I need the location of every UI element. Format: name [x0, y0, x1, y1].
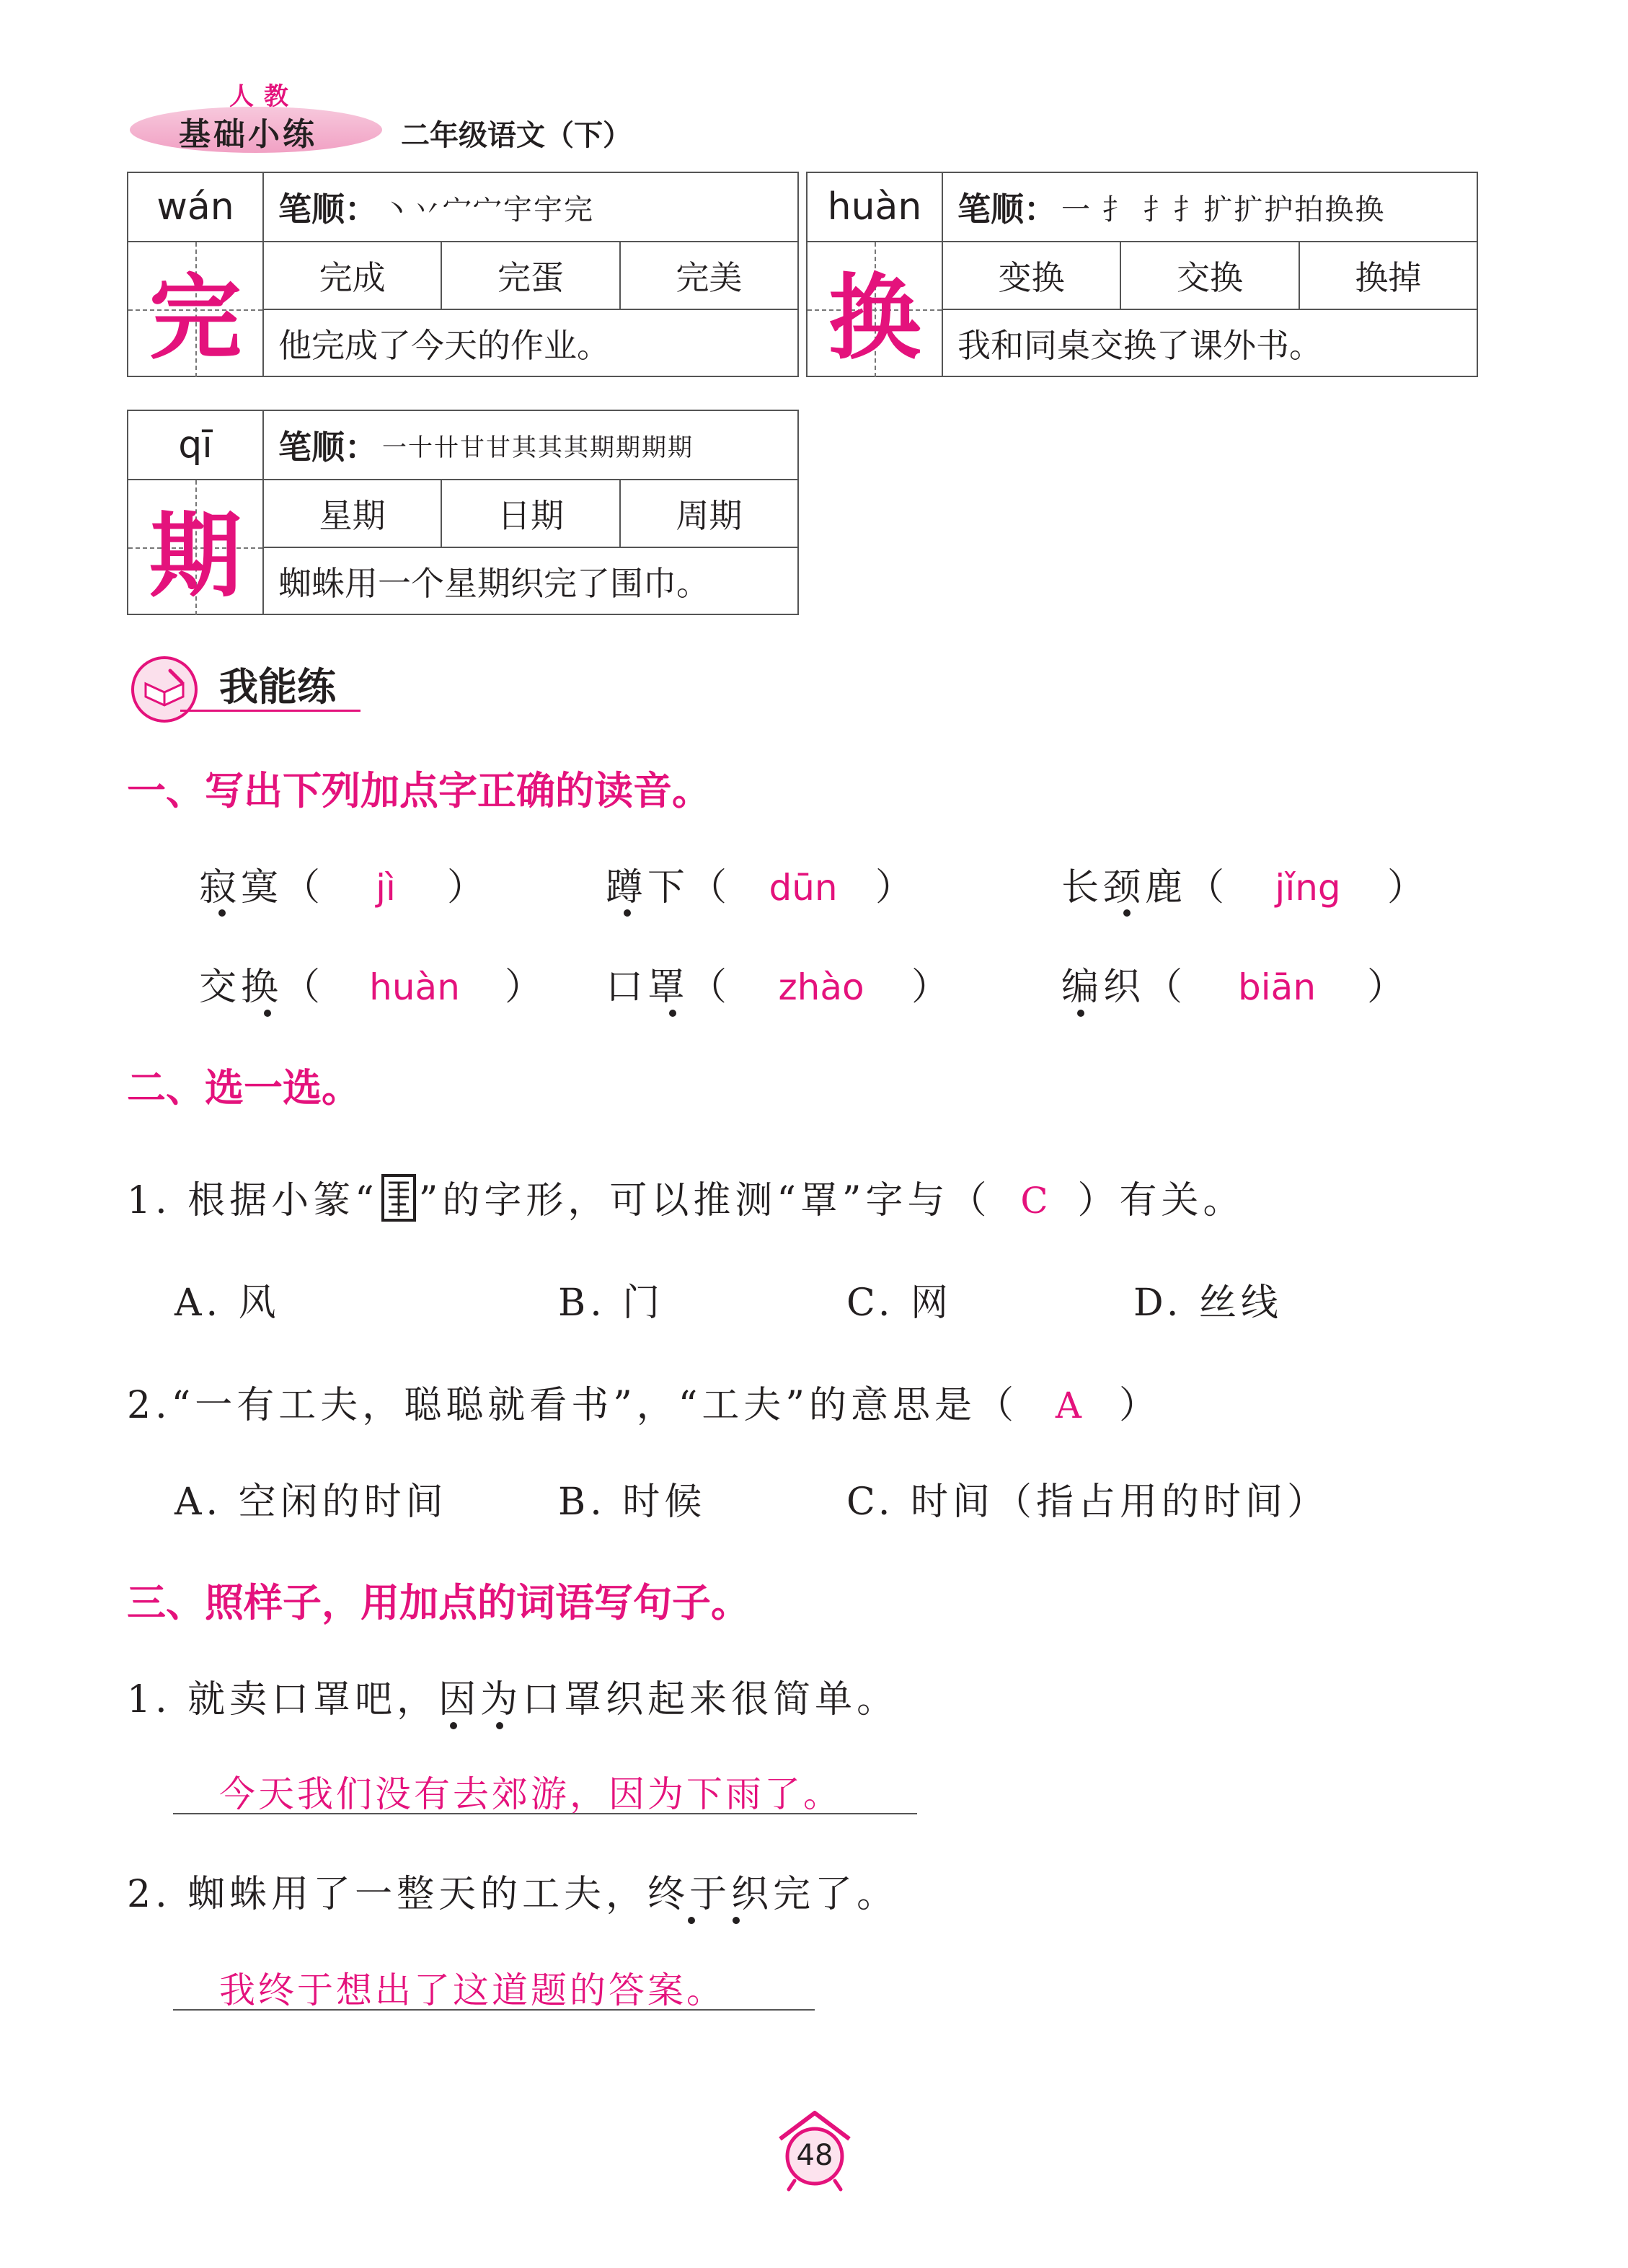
stroke-sequence: 一 扌 扌扌扩扩护拍换换 — [1061, 193, 1386, 226]
pinyin-cell: wán — [128, 173, 264, 242]
question-text: ”的字形，可以推测“罩”字与（ — [418, 1179, 991, 1222]
emphasis-dot — [218, 909, 226, 917]
emphasis-dot — [450, 1722, 457, 1729]
word-cell: 完美 — [676, 258, 743, 297]
emphasis-dot — [624, 909, 631, 917]
emphasis-dot — [688, 1917, 695, 1924]
section1-title: 一、写出下列加点字正确的读音。 — [127, 768, 711, 813]
question-text: ） — [1118, 1384, 1161, 1427]
word-row — [264, 242, 797, 310]
pinyin-item: 编织（ biān ） — [1061, 966, 1410, 1009]
word-cell: 变换 — [943, 242, 1121, 309]
item-answer: zhào — [778, 966, 864, 1008]
item-word: 口罩 — [606, 966, 690, 1009]
word-cell: 换掉 — [1355, 258, 1422, 297]
practice-title: 我能练 — [219, 664, 336, 710]
pinyin-item: 交换（ huàn ） — [199, 966, 547, 1009]
emphasis-dot — [1077, 1010, 1084, 1017]
item-answer: dūn — [769, 867, 838, 909]
char-grid-cell — [808, 242, 943, 377]
option-item: D. 丝线 — [1133, 1281, 1283, 1325]
option-item: A. 风 — [174, 1281, 280, 1325]
question-2-2 — [127, 1375, 1161, 1429]
example-sentence: 蜘蛛用一个星期织完了围巾。 — [278, 563, 709, 603]
answer-sentence-2: 我终于想出了这道题的答案。 — [219, 1969, 725, 2011]
big-character: 换 — [828, 263, 921, 372]
item-word: 寂寞 — [199, 866, 283, 909]
stroke-order-row — [943, 173, 1477, 242]
stroke-order-row — [264, 173, 797, 242]
pinyin-cell: qī — [128, 411, 264, 480]
pinyin-item: 口罩（ zhào ） — [606, 966, 954, 1009]
word-row — [264, 480, 797, 548]
pinyin-cell: huàn — [808, 173, 943, 242]
emphasis-dot — [264, 1010, 271, 1017]
word-row — [943, 242, 1477, 310]
char-card-wan — [127, 172, 799, 377]
practice-title-underline — [180, 710, 360, 712]
word-cell: 日期 — [442, 480, 620, 547]
pinyin-item: 寂寞（ jì ） — [199, 866, 490, 909]
char-grid-cell — [128, 480, 264, 615]
word-cell: 交换 — [1121, 242, 1299, 309]
example-sentence-2: 2. 蜘蛛用了一整天的工夫，终于织完了。 — [127, 1873, 899, 1916]
item-word: 交换 — [199, 966, 283, 1009]
section3-title: 三、照样子，用加点的词语写句子。 — [127, 1580, 750, 1625]
option-item: B. 时候 — [558, 1481, 707, 1524]
item-word: 长颈鹿 — [1061, 866, 1187, 909]
emphasis-dot — [1123, 909, 1131, 917]
question-text: 1. 根据小篆“ — [127, 1179, 379, 1222]
answer-line — [173, 1813, 917, 1814]
example-sentence: 我和同桌交换了课外书。 — [957, 325, 1322, 365]
page-number: 48 — [796, 2139, 833, 2172]
stroke-label: 笔顺： — [278, 428, 378, 467]
stroke-label: 笔顺： — [278, 190, 378, 229]
item-answer: jǐng — [1275, 867, 1341, 909]
grade-subject-label: 二年级语文（下） — [401, 119, 632, 152]
item-answer: huàn — [369, 966, 460, 1008]
seal-script-icon — [379, 1173, 419, 1223]
option-item: C. 网 — [846, 1281, 952, 1325]
question-text: ）有关。 — [1077, 1179, 1245, 1222]
pinyin-item: 蹲下（ dūn ） — [606, 866, 918, 909]
stroke-sequence: 丶丷宀宀宇宇完 — [382, 193, 594, 226]
option-item: A. 空闲的时间 — [174, 1481, 448, 1524]
item-word: 蹲下 — [606, 866, 690, 909]
emphasis-dot — [669, 1010, 676, 1017]
word-cell: 周期 — [676, 496, 743, 535]
stroke-order-row — [264, 411, 797, 480]
section2-title: 二、选一选。 — [127, 1065, 360, 1111]
example-sentence: 他完成了今天的作业。 — [278, 325, 610, 365]
word-cell: 星期 — [264, 480, 442, 547]
question-answer: C — [1020, 1180, 1048, 1222]
emphasis-dot — [733, 1917, 740, 1924]
option-item: B. 门 — [558, 1281, 665, 1325]
question-2-1 — [127, 1170, 1245, 1224]
series-title: 基础小练 — [179, 116, 317, 153]
word-cell: 完蛋 — [442, 242, 620, 309]
word-cell: 完成 — [264, 242, 442, 309]
answer-sentence-1: 今天我们没有去郊游，因为下雨了。 — [219, 1773, 842, 1815]
question-text: 2.“一有工夫，聪聪就看书”，“工夫”的意思是（ — [127, 1384, 1018, 1427]
big-character: 期 — [149, 501, 242, 610]
item-word: 编织 — [1061, 966, 1146, 1009]
char-card-qi — [127, 410, 799, 615]
emphasis-dot — [496, 1722, 503, 1729]
example-sentence-1: 1. 就卖口罩吧，因为口罩织起来很简单。 — [127, 1678, 899, 1721]
question-answer: A — [1055, 1385, 1081, 1426]
option-item: C. 时间（指占用的时间） — [846, 1481, 1329, 1524]
item-answer: jì — [376, 867, 396, 909]
stroke-label: 笔顺： — [957, 190, 1057, 229]
char-card-huan — [806, 172, 1478, 377]
practice-book-icon — [130, 655, 199, 724]
big-character: 完 — [149, 263, 242, 372]
char-grid-cell — [128, 242, 264, 377]
answer-line — [173, 2009, 815, 2011]
stroke-sequence: 一十卄甘甘其其其期期期期 — [382, 433, 694, 462]
publisher-label: 人教 — [229, 82, 298, 111]
pinyin-item: 长颈鹿（ jǐng ） — [1061, 866, 1430, 909]
item-answer: biān — [1238, 966, 1317, 1008]
